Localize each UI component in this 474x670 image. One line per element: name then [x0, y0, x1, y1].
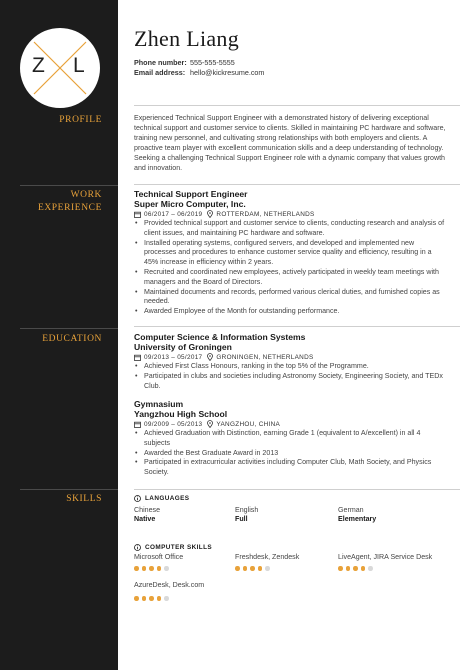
computer-skill-name: Freshdesk, Zendesk: [235, 553, 300, 561]
calendar-icon: [134, 421, 141, 428]
candidate-name: Zhen Liang: [134, 26, 240, 51]
section-label-skills: SKILLS: [66, 494, 102, 504]
monogram-letter-left: Z: [32, 54, 45, 77]
job-bullet: • Recruited and coordinated new employees, actively participated in weekly team meetings with managers and the Board of Directors.: [134, 268, 446, 288]
education-bullet: • Achieved First Class Honours, ranking in the top 5% of the Programme.: [134, 362, 446, 372]
section-label-profile: PROFILE: [59, 115, 102, 125]
email-label: Email address:: [134, 68, 186, 77]
education-school: University of Groningen: [134, 342, 232, 352]
rating-dot-filled: [353, 566, 358, 571]
rating-dot-filled: [250, 566, 255, 571]
rating-dot-filled: [134, 596, 139, 601]
calendar-icon: [134, 211, 141, 218]
computer-skill-name: LiveAgent, JIRA Service Desk: [338, 553, 433, 561]
education-school: Yangzhou High School: [134, 409, 228, 419]
education-location: YANGZHOU, CHINA: [216, 420, 281, 428]
sidebar: [0, 0, 118, 670]
sidebar-divider: [20, 328, 118, 329]
language-name: Chinese: [134, 506, 161, 514]
rating-dot-empty: [265, 566, 270, 571]
education-degree: Computer Science & Information Systems: [134, 332, 306, 342]
languages-heading: [134, 495, 189, 502]
education-location: GRONINGEN, NETHERLANDS: [216, 353, 314, 361]
job-bullet: • Installed operating systems, configured servers, and developed and implemented new processes and procedures to enhance customer service quality and efficiency, resulting in a 45% increase in efficiency within 2 years.: [134, 239, 446, 268]
section-label-work-experience: [2, 189, 102, 215]
education-dates: 09/2009 – 05/2013: [144, 420, 203, 428]
skill-rating: [235, 566, 273, 571]
profile-summary: Experienced Technical Support Engineer with a demonstrated history of delivering exceptional technical support and customer service to clients. Skilled in maintaining PC hardware and software, training new personnel, and cultivating strong relationships with both employers and clients. A proactive team player with excellent communication skills and a deep understanding of technology. Seeking a challenging Technical Support Engineer role with a dynamic company that values growth and innovation.: [134, 114, 446, 172]
phone-line: [134, 58, 235, 67]
job-bullet: • Provided technical support and customer service to clients, conducting research and analysis of client issues, and maintaining PC hardware and software.: [134, 219, 446, 239]
computer-skill-name: AzureDesk, Desk.com: [134, 581, 205, 589]
job-location: ROTTERDAM, NETHERLANDS: [216, 210, 315, 218]
education-dates: 09/2013 – 05/2017: [144, 353, 203, 361]
email-line: [134, 68, 264, 77]
computer-skills-heading: [134, 544, 212, 551]
location-pin-icon: [207, 420, 213, 428]
monogram-letter-right: L: [73, 54, 85, 77]
language-level: Full: [235, 515, 248, 523]
sidebar-divider: [20, 489, 118, 490]
skill-rating: [134, 596, 172, 601]
education-bullet: • Participated in clubs and societies including Astronomy Society, Engineering Society, and TEDx Club.: [134, 372, 446, 392]
rating-dot-filled: [346, 566, 351, 571]
location-pin-icon: [207, 210, 213, 218]
job-title: Technical Support Engineer: [134, 189, 248, 199]
section-divider: [134, 489, 460, 490]
rating-dot-filled: [157, 566, 162, 571]
monogram-logo: [20, 28, 100, 108]
sidebar-divider: [20, 185, 118, 186]
info-icon: [134, 544, 141, 551]
rating-dot-filled: [149, 566, 154, 571]
rating-dot-filled: [149, 596, 154, 601]
job-company: Super Micro Computer, Inc.: [134, 199, 246, 209]
rating-dot-empty: [164, 566, 169, 571]
language-level: Elementary: [338, 515, 377, 523]
education-bullet-list: [134, 429, 446, 478]
phone-label: Phone number:: [134, 58, 187, 67]
section-divider: [134, 105, 460, 106]
rating-dot-filled: [134, 566, 139, 571]
rating-dot-filled: [142, 596, 147, 601]
job-bullet: • Maintained documents and records, performed various clerical duties, and furnished copies as needed.: [134, 288, 446, 308]
rating-dot-filled: [142, 566, 147, 571]
rating-dot-filled: [157, 596, 162, 601]
rating-dot-empty: [368, 566, 373, 571]
computer-skill-name: Microsoft Office: [134, 553, 184, 561]
section-label-work-line2: EXPERIENCE: [37, 203, 102, 213]
skill-rating: [134, 566, 172, 571]
job-meta: [134, 210, 315, 218]
education-degree: Gymnasium: [134, 399, 184, 409]
language-name: German: [338, 506, 364, 514]
job-bullet-list: [134, 219, 446, 317]
education-bullet: • Achieved Graduation with Distinction, earning Grade 1 (equivalent to A/excellent) in all 4 subjects: [134, 429, 446, 449]
language-level: Native: [134, 515, 156, 523]
rating-dot-filled: [361, 566, 366, 571]
rating-dot-filled: [235, 566, 240, 571]
job-dates: 06/2017 – 06/2019: [144, 210, 203, 218]
rating-dot-empty: [164, 596, 169, 601]
education-bullet: • Awarded the Best Graduate Award in 2013: [134, 449, 446, 459]
phone-value: 555-555-5555: [190, 58, 235, 67]
section-divider: [134, 184, 460, 185]
education-bullet: • Participated in extracurricular activities including Computer Club, Math Society, and Physics Society.: [134, 458, 446, 478]
email-value: hello@kickresume.com: [190, 68, 265, 77]
section-label-education: EDUCATION: [42, 334, 102, 344]
languages-heading-text: LANGUAGES: [145, 495, 190, 502]
section-label-work-line1: WORK: [70, 190, 102, 200]
calendar-icon: [134, 354, 141, 361]
language-name: English: [235, 506, 259, 514]
section-divider: [134, 326, 460, 327]
education-meta: [134, 420, 280, 428]
skill-rating: [338, 566, 376, 571]
computer-skills-heading-text: COMPUTER SKILLS: [145, 544, 213, 551]
education-bullet-list: [134, 362, 446, 391]
rating-dot-filled: [243, 566, 248, 571]
location-pin-icon: [207, 353, 213, 361]
info-icon: [134, 495, 141, 502]
rating-dot-filled: [338, 566, 343, 571]
rating-dot-filled: [258, 566, 263, 571]
job-bullet: • Awarded Employee of the Month for outstanding performance.: [134, 307, 446, 317]
education-meta: [134, 353, 314, 361]
